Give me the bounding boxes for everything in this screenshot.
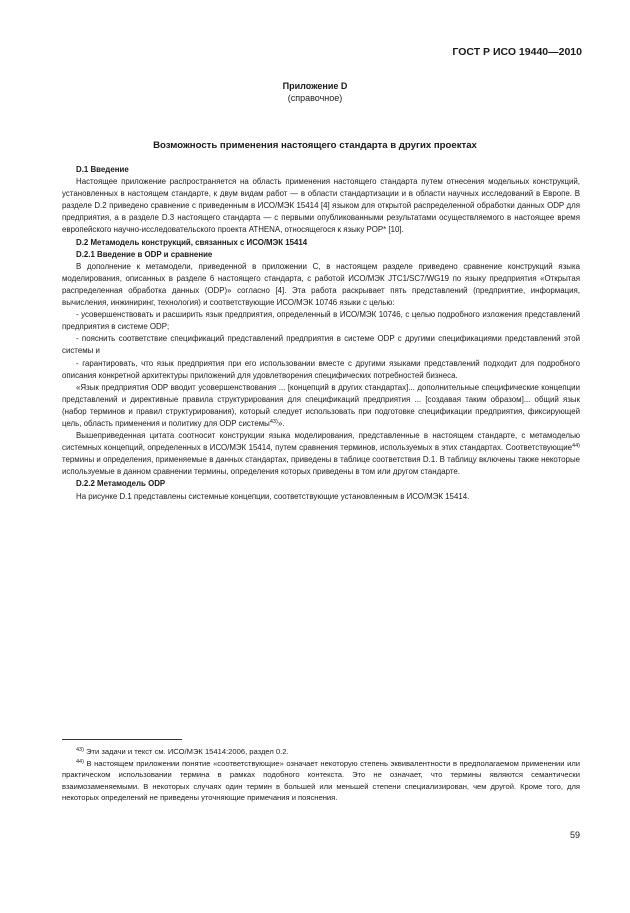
comparison-text-b: термины и определения, применяемые в данных стандартах, приведены в таблице соответствия D.1. В таблицу включены также некоторые используемые в данном сравнении термины, определения которых приведены в том или другом стандарте.	[62, 455, 580, 477]
paragraph-d22: На рисунке D.1 представлены системные концепции, соответствующие установленным в ИСО/МЭК 15414.	[76, 491, 470, 501]
footnote-43	[62, 746, 580, 758]
list-item-aim-2: - пояснить соответствие спецификаций представлений предприятия в системе ODP с другими спецификациями представлений этой системы и	[62, 334, 580, 356]
document-body	[62, 164, 580, 503]
page-title: Возможность применения настоящего стандарта в других проектах	[153, 140, 477, 151]
footnote-ref-44[interactable]: 44)	[572, 443, 580, 450]
paragraph-comparison	[62, 430, 580, 478]
page-number: 59	[569, 830, 580, 840]
footnotes	[62, 746, 580, 804]
footnote-mark-44: 44)	[76, 758, 84, 765]
section-heading-d22: D.2.2 Метамодель ODP	[76, 479, 166, 489]
footnote-ref-43[interactable]: 43)	[269, 418, 278, 425]
footnote-divider	[62, 739, 182, 740]
section-heading-d2: D.2 Метамодель конструкций, связанных с ИСО/МЭК 15414	[76, 237, 308, 247]
quote-end: ».	[277, 418, 285, 428]
footnote-44	[62, 758, 580, 804]
list-item-aim-1: - усовершенствовать и расширить язык предприятия, определенный в ИСО/МЭК 10746, с целью подробного изложения представлений предприятия в системе ODP;	[62, 310, 580, 332]
annex-title: Приложение D	[282, 81, 348, 91]
annex-heading	[0, 80, 630, 104]
paragraph-d21-intro: В дополнение к метамодели, приведенной в приложении С, в настоящем разделе приведено сравнение конструкций языка моделирования, описанных в разделе 6 настоящего стандарта, с работой ИСО/МЭК JTC1/SC7/WG19 по языку предприятия «Открытая распределенная обработка данных (ODP)» согласно [4]. Эта работа раскрывает пять представлений (предприятие, информация, вычисления, инжиниринг, технология) и соответствующие ИСО/МЭК 10746 языки с целью:	[62, 261, 580, 308]
paragraph-quote	[62, 382, 580, 430]
paragraph-d1-intro: Настоящее приложение распространяется на область применения настоящего стандарта путем отнесения модельных конструкций, установленных в настоящем стандарте, к двум видам работ — в области стандартизации и в области научных исследований в Европе. В разделе D.2 приведено сравнение с приведенным в ИСО/МЭК 15414 [4] языком для открытой распределенной обработки данных ODP для предприятия, а в разделе D.3 настоящего стандарта — с первыми опубликованными результатами осуществляемого в настоящее время европейского научно-исследовательского проекта ATHENA, относящегося к языку POP* [10].	[62, 177, 580, 235]
list-item-aim-3: - гарантировать, что язык предприятия при его использовании вместе с другими языками представлений подходит для подробного описания конкретной архитектуры приложений для удовлетворения специфических потребностей бизнеса.	[62, 358, 580, 380]
document-code: ГОСТ Р ИСО 19440—2010	[452, 46, 582, 58]
footnote-text-43: Эти задачи и текст см. ИСО/МЭК 15414:2006, раздел 0.2.	[83, 747, 289, 756]
comparison-text-a: Вышеприведенная цитата соотносит конструкции языка моделирования, представленные в настоящем стандарте, с метамоделью системных концепций, определенных в ИСО/МЭК 15414, путем сравнения терминов, используемых в этих стандартах. Соответствующие	[62, 431, 580, 453]
footnote-mark-43: 43)	[76, 747, 84, 753]
section-heading-d1: D.1 Введение	[76, 165, 129, 174]
annex-subtitle: (справочное)	[287, 93, 343, 103]
quote-text: «Язык предприятия ODP вводит усовершенствования ... [концепций в других стандартах]... дополнительные специфические концепции представлений и директивные правила структурирования для спецификаций предприятия ... [создавая таким образом]... общий язык (набор терминов и правил структурирования), который следует использовать при подготовке спецификации предприятия, фиксирующей цель, область применения и политику для ODP системы	[62, 382, 580, 428]
section-heading-d21: D.2.1 Введение в ODP и сравнение	[76, 249, 213, 259]
footnote-text-44: В настоящем приложении понятие «соответствующие» означает некоторую степень эквивалентности в предполагаемом применении или практическом использовании термина в рамках подобного контекста. Это не означает, что термины являются семантически взаимозаменяемыми. В некоторых случаях один термин в большей или меньшей степени специализирован, чем другой. Кроме того, для некоторых определений не приведены уточняющие примечания и пояснения.	[62, 758, 580, 803]
